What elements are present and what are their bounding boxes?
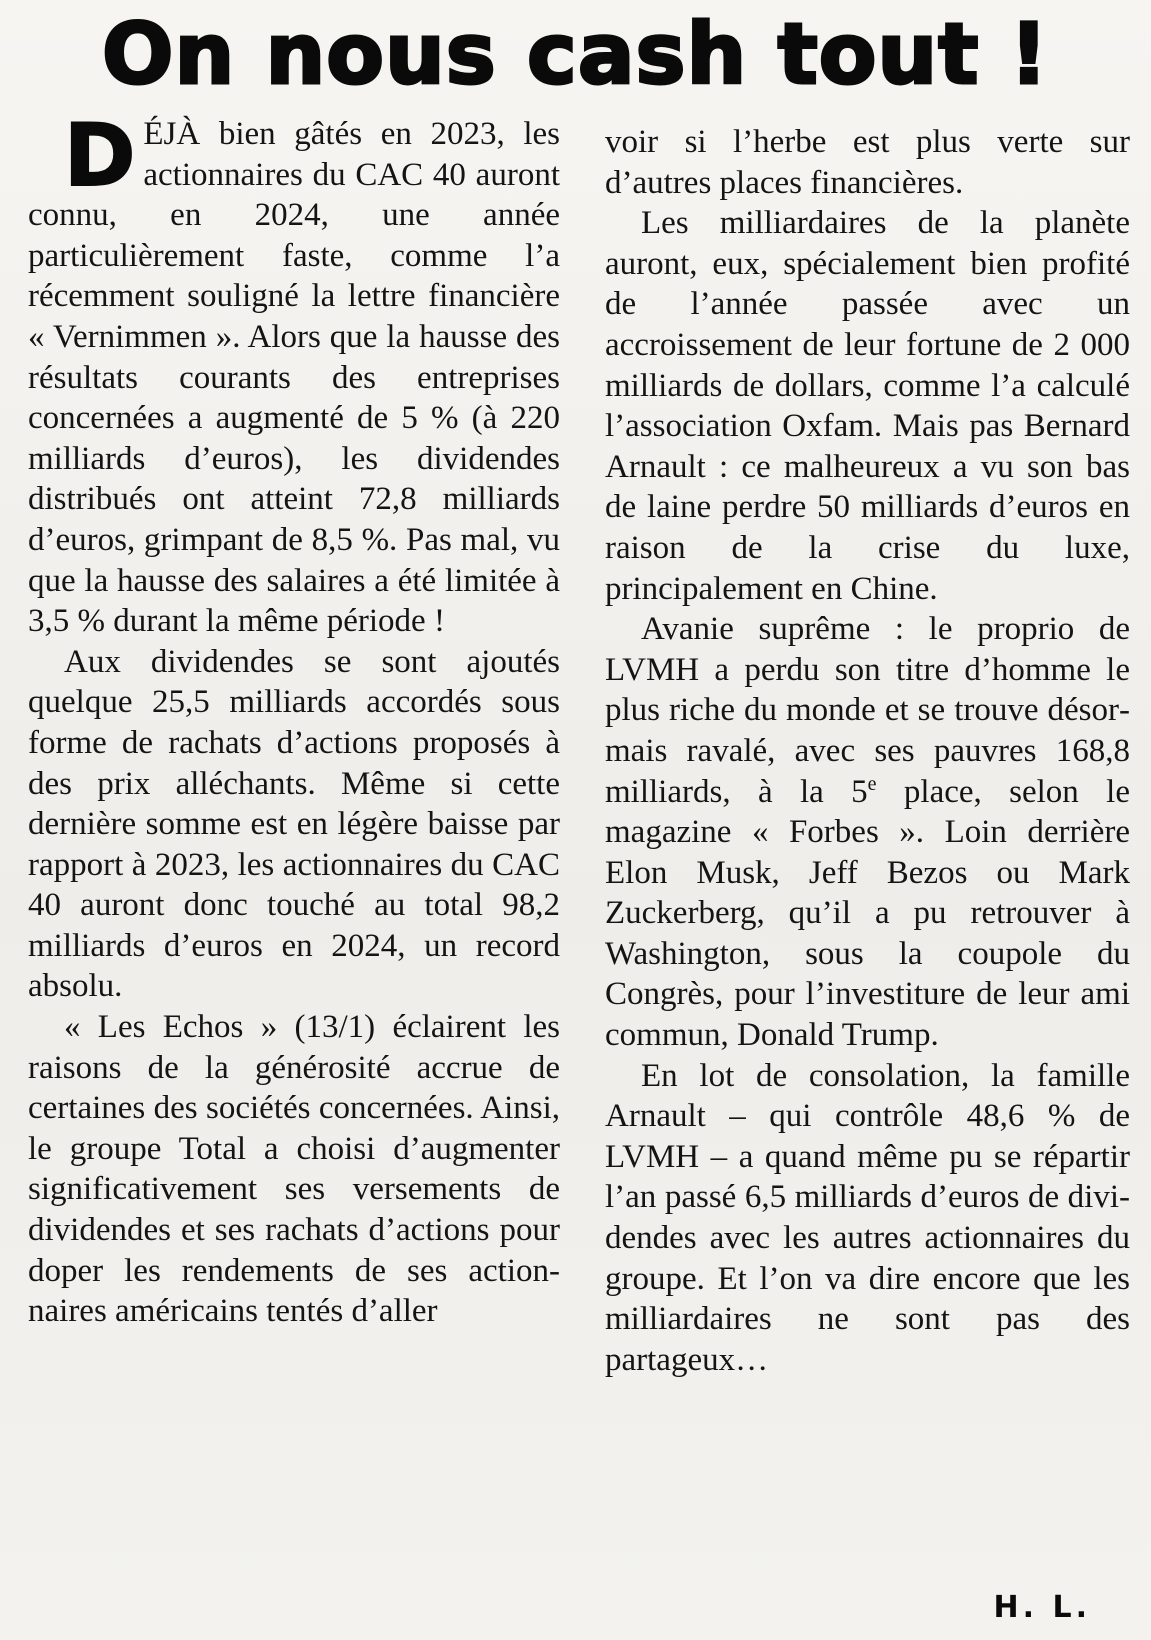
- article-column-right: [605, 122, 1130, 1380]
- paragraph-5-text: Avanie suprême : le proprio de LVMH a perdu son titre d’homme le plus riche du monde et se trouve désormais ravalé, avec ses pauvres 168,8 milliards, à la 5: [605, 611, 1130, 810]
- article-column-left: [28, 106, 560, 1332]
- headline: On nous cash tout !: [102, 5, 1049, 103]
- paragraph-5-continued: place, selon le magazine « Forbes ». Loin derrière Elon Musk, Jeff Bezos ou Mark Zuckerberg, qu’il a pu retrouver à Washington, sous la coupole du Congrès, pour l’investiture de leur ami commun, Donald Trump.: [605, 773, 1130, 1054]
- paragraph-5: [605, 609, 1130, 1056]
- paragraph-1-text: ÉJÀ bien gâtés en 2023, les actionnaires du CAC 40 auront connu, en 2024, une année particulièrement faste, comme l’a récemment souligné la lettre financière « Vernimmen ». Alors que la hausse des résultats courants des entreprises concernées a augmenté de 5 % (à 220 milliards d’euros), les dividendes distribués ont atteint 72,8 milliards d’euros, grimpant de 8,5 %. Pas mal, vu que la hausse des salaires a été limitée à 3,5 % durant la même période !: [28, 116, 560, 640]
- drop-cap: D: [64, 106, 136, 206]
- paragraph-2: Aux dividendes se sont ajoutés quelque 25,5 milliards accordés sous forme de rachats d’actions proposés à des prix alléchants. Même si cette dernière somme est en légère baisse par rapport à 2023, les actionnaires du CAC 40 auront donc touché au total 98,2 milliards d’euros en 2024, un record absolu.: [28, 643, 560, 1005]
- paragraph-3-continued: voir si l’herbe est plus verte sur d’autres places financières.: [605, 124, 1130, 201]
- author-signature: H. L.: [993, 1590, 1091, 1625]
- paragraph-6: En lot de consolation, la famille Arnault – qui contrôle 48,6 % de LVMH – a quand même pu se répartir l’an passé 6,5 milliards d’euros de dividendes avec les autres actionnaires du groupe. Et l’on va dire encore que les milliardaires ne sont pas des partageux…: [605, 1057, 1130, 1378]
- rank-superscript: e: [867, 772, 877, 795]
- paragraph-1: [28, 106, 560, 642]
- paragraph-4: Les milliardaires de la planète auront, eux, spécialement bien profité de l’année passée avec un accroissement de leur fortune de 2 000 milliards de dollars, comme l’a calculé l’association Oxfam. Mais pas Bernard Arnault : ce malheureux a vu son bas de laine perdre 50 milliards d’euros en raison de la crise du luxe, principalement en Chine.: [605, 205, 1130, 607]
- paragraph-3: « Les Echos » (13/1) éclairent les raisons de la générosité accrue de certaines des sociétés concernées. Ainsi, le groupe Total a choisi d’augmenter significativement ses versements de dividendes et ses rachats d’actions pour doper les rendements de ses actionnaires américains tentés d’aller: [28, 1009, 560, 1330]
